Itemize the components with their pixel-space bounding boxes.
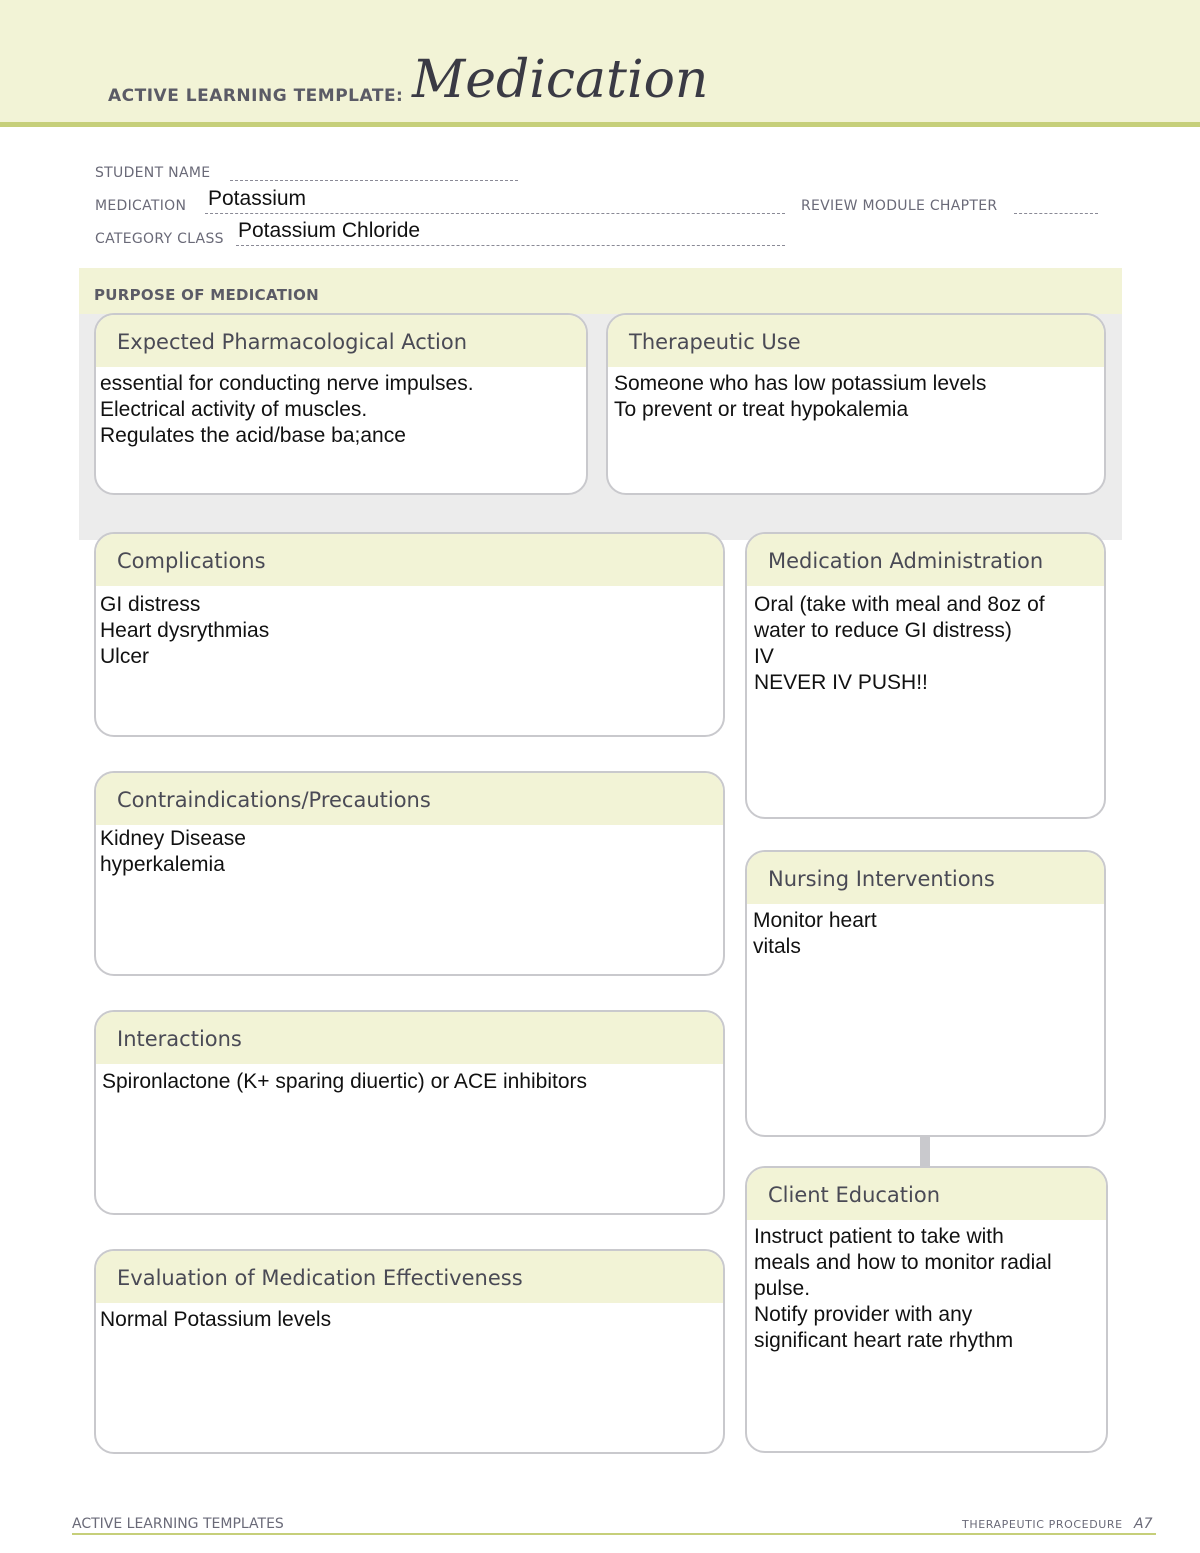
template-label: ACTIVE LEARNING TEMPLATE: <box>108 86 404 106</box>
expected-action-card <box>94 313 588 495</box>
content-line: Heart dysrythmias <box>100 619 270 642</box>
content-line: water to reduce GI distress) <box>754 619 1012 642</box>
content-line: Normal Potassium levels <box>100 1308 332 1331</box>
page-title: Medication <box>412 50 709 110</box>
review-module-label: REVIEW MODULE CHAPTER <box>801 198 998 214</box>
complications-content[interactable] <box>96 586 723 670</box>
footer-divider <box>72 1533 1156 1535</box>
content-line: NEVER IV PUSH!! <box>754 671 928 694</box>
contraindications-content[interactable] <box>96 825 723 878</box>
content-line: hyperkalemia <box>100 853 225 876</box>
content-line: To prevent or treat hypokalemia <box>614 398 909 421</box>
content-line: pulse. <box>754 1277 811 1300</box>
header-divider <box>0 122 1200 127</box>
content-line: Notify provider with any <box>754 1303 973 1326</box>
medication-field[interactable] <box>205 213 785 214</box>
category-class-field[interactable] <box>236 245 785 246</box>
content-line: Kidney Disease <box>100 827 246 850</box>
medication-label: MEDICATION <box>95 198 187 214</box>
client-education-card <box>745 1166 1108 1453</box>
interactions-content[interactable] <box>96 1064 723 1095</box>
content-line: significant heart rate rhythm <box>754 1329 1014 1352</box>
therapeutic-use-title: Therapeutic Use <box>608 315 1104 367</box>
contraindications-card <box>94 771 725 976</box>
connector-bar <box>920 1135 930 1167</box>
review-module-field[interactable] <box>1014 213 1098 214</box>
medication-administration-title: Medication Administration <box>747 534 1104 586</box>
content-line: IV <box>754 645 774 668</box>
footer-title: ACTIVE LEARNING TEMPLATES <box>72 1516 284 1532</box>
expected-action-title: Expected Pharmacological Action <box>96 315 586 367</box>
student-name-field[interactable] <box>230 180 518 181</box>
content-line: Oral (take with meal and 8oz of <box>754 593 1045 616</box>
complications-card <box>94 532 725 737</box>
category-class-value: Potassium Chloride <box>238 219 421 242</box>
nursing-interventions-card <box>745 850 1106 1137</box>
interactions-title: Interactions <box>96 1012 723 1064</box>
category-class-label: CATEGORY CLASS <box>95 231 224 247</box>
interactions-card <box>94 1010 725 1215</box>
student-name-label: STUDENT NAME <box>95 165 211 181</box>
therapeutic-use-content[interactable] <box>608 367 1104 423</box>
contraindications-title: Contraindications/Precautions <box>96 773 723 825</box>
content-line: Monitor heart <box>753 909 877 932</box>
footer-section: THERAPEUTIC PROCEDURE <box>962 1518 1123 1531</box>
content-line: meals and how to monitor radial <box>754 1251 1052 1274</box>
content-line: essential for conducting nerve impulses. <box>100 372 474 395</box>
evaluation-title: Evaluation of Medication Effectiveness <box>96 1251 723 1303</box>
client-education-content[interactable] <box>747 1220 1106 1354</box>
page-number: A7 <box>1134 1516 1153 1532</box>
medication-value: Potassium <box>208 187 307 210</box>
medication-administration-content[interactable] <box>747 586 1104 696</box>
expected-action-content[interactable] <box>96 367 586 449</box>
client-education-title: Client Education <box>747 1168 1106 1220</box>
content-line: GI distress <box>100 593 201 616</box>
purpose-section-label: PURPOSE OF MEDICATION <box>94 286 320 304</box>
medication-administration-card <box>745 532 1106 819</box>
evaluation-content[interactable] <box>96 1303 723 1333</box>
nursing-interventions-title: Nursing Interventions <box>747 852 1104 904</box>
complications-title: Complications <box>96 534 723 586</box>
nursing-interventions-content[interactable] <box>747 904 1104 960</box>
content-line: Regulates the acid/base ba;ance <box>100 424 406 447</box>
content-line: Spironlactone (K+ sparing diuertic) or ACE inhibitors <box>102 1070 587 1093</box>
therapeutic-use-card <box>606 313 1106 495</box>
evaluation-card <box>94 1249 725 1454</box>
content-line: Electrical activity of muscles. <box>100 398 368 421</box>
content-line: Someone who has low potassium levels <box>614 372 987 395</box>
content-line: Ulcer <box>100 645 150 668</box>
content-line: Instruct patient to take with <box>754 1225 1004 1248</box>
content-line: vitals <box>753 935 801 958</box>
